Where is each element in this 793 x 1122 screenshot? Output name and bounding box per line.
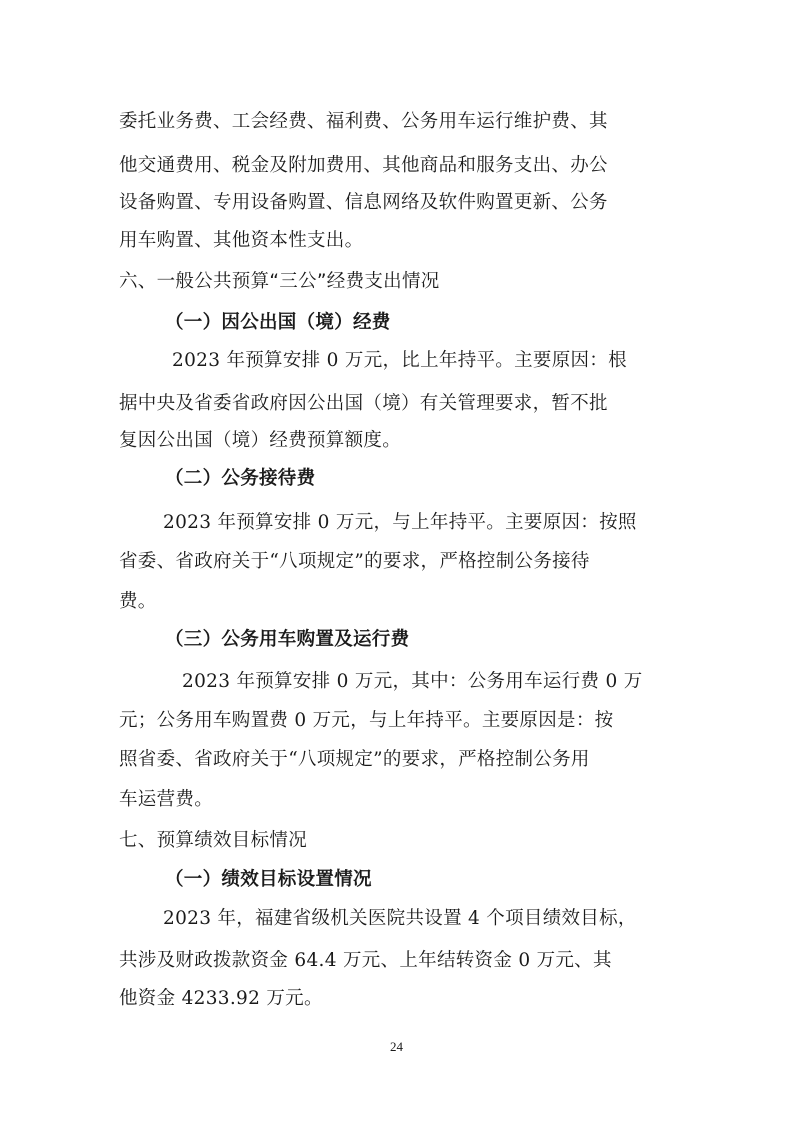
paragraph-line: 2023 年预算安排 0 万元，与上年持平。主要原因：按照: [163, 512, 637, 533]
subheading-reception: （二）公务接待费: [165, 468, 316, 489]
page-number: 24: [390, 1039, 403, 1054]
paragraph-line: 车运营费。: [119, 789, 214, 810]
section-heading-7: 七、预算绩效目标情况: [119, 830, 308, 851]
paragraph-line: 省委、省政府关于“八项规定”的要求，严格控制公务接待: [119, 551, 590, 572]
paragraph-line: 复因公出国（境）经费预算额度。: [119, 430, 402, 451]
subheading-outbound-travel: （一）因公出国（境）经费: [165, 312, 391, 333]
paragraph-line: 2023 年预算安排 0 万元，比上年持平。主要原因：根: [172, 350, 627, 371]
paragraph-line: 共涉及财政拨款资金 64.4 万元、上年结转资金 0 万元、其: [119, 950, 612, 971]
paragraph-line: 据中央及省委省政府因公出国（境）有关管理要求，暂不批: [119, 393, 608, 414]
paragraph-line: 他交通费用、税金及附加费用、其他商品和服务支出、办公: [119, 155, 608, 176]
paragraph-line: 他资金 4233.92 万元。: [119, 988, 323, 1009]
paragraph-line: 委托业务费、工会经费、福利费、公务用车运行维护费、其: [119, 111, 608, 132]
paragraph-line: 2023 年，福建省级机关医院共设置 4 个项目绩效目标，: [163, 908, 637, 929]
paragraph-line: 费。: [119, 591, 157, 612]
paragraph-line: 2023 年预算安排 0 万元，其中：公务用车运行费 0 万: [182, 671, 643, 692]
paragraph-line: 元；公务用车购置费 0 万元，与上年持平。主要原因是：按: [119, 710, 614, 731]
subheading-vehicles: （三）公务用车购置及运行费: [165, 629, 410, 650]
paragraph-line: 设备购置、专用设备购置、信息网络及软件购置更新、公务: [119, 192, 608, 213]
paragraph-line: 用车购置、其他资本性支出。: [119, 230, 364, 251]
paragraph-line: 照省委、省政府关于“八项规定”的要求，严格控制公务用: [119, 749, 590, 770]
subheading-performance-targets: （一）绩效目标设置情况: [165, 869, 372, 890]
section-heading-6: 六、一般公共预算“三公”经费支出情况: [119, 271, 440, 292]
